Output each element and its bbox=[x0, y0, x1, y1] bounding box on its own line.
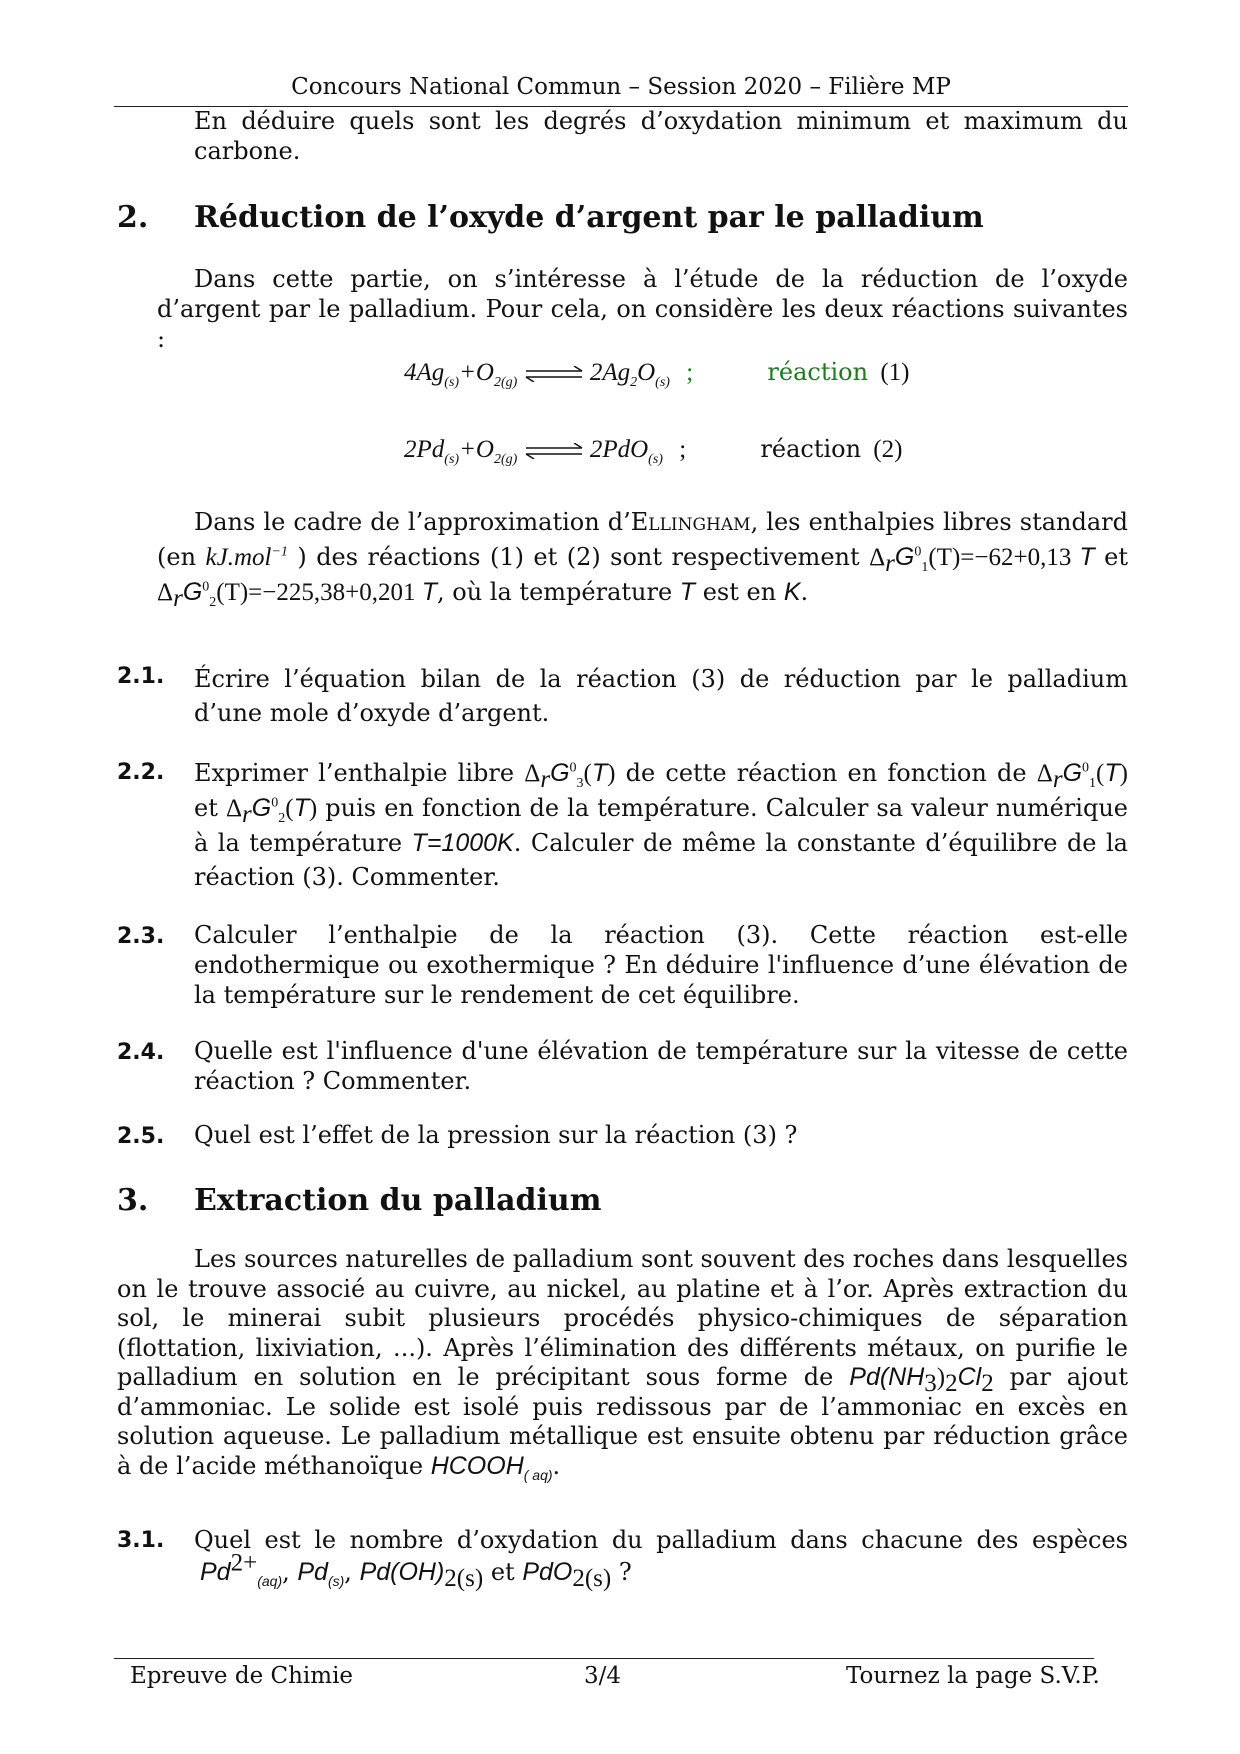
section-2-intro bbox=[157, 264, 1128, 354]
reaction-1-rhs: $2Ag_2O_{(s)}$ bbox=[589, 359, 670, 390]
footer-divider bbox=[114, 1658, 1094, 1659]
reaction-2-label: réaction bbox=[760, 435, 862, 463]
section-title: Extraction du palladium bbox=[194, 1183, 602, 1218]
species-pd-ion: $Pd^{2+}_{(aq)}$ bbox=[200, 1549, 283, 1589]
ellingham-paragraph bbox=[157, 505, 1128, 610]
equilibrium-arrow-icon bbox=[524, 443, 584, 459]
question-number: 2.4. bbox=[117, 1040, 165, 1065]
header-title: Concours National Commun – Session 2020 – Filière MP bbox=[291, 74, 951, 100]
ellingham-text: Dans le cadre de l’approximation d’Ellingham, les enthalpies libres standard (en kJ.mol$^{-1}$ ) des réactions (1) et (2) sont respectivement $\Delta_rG^0_1(T)=-62+0,13$ T et $\Delta_rG^0_2(T)=-225,38+0,201$ T, où la température T est en K. bbox=[157, 508, 1129, 612]
section-2-para1: Dans cette partie, on s’intéresse à l’étude de la réduction de l’oxyde d’argent par le palladium. Pour cela, on considère les deux réactions suivantes : bbox=[157, 265, 1128, 353]
question-number: 2.2. bbox=[117, 760, 165, 785]
question-number: 2.5. bbox=[117, 1124, 165, 1149]
question-2-1 bbox=[194, 662, 1128, 730]
question-number: 3.1. bbox=[117, 1528, 165, 1553]
question-text: Calculer l’enthalpie de la réaction (3). Cette réaction est-elle endothermique ou exothermique ? En déduire l'influence d’une élévation de la température sur le rendement de cet équilibre. bbox=[194, 921, 1128, 1009]
intro-paragraph bbox=[194, 106, 1128, 166]
delta-g1-expression: $\Delta_rG^0_1(T)=-62+0,13$ T bbox=[869, 543, 1095, 577]
delta-g3: $\Delta_rG^0_3(T)$ bbox=[524, 759, 616, 793]
delta-g1: $\Delta_rG^0_1(T)$ bbox=[1036, 759, 1128, 793]
reaction-2 bbox=[404, 435, 903, 467]
question-3-1 bbox=[194, 1524, 1128, 1592]
species-pd-solid: $Pd_{(s)}$ bbox=[297, 1558, 345, 1589]
question-text: Écrire l’équation bilan de la réaction (3) de réduction par le palladium d’une mole d’oxyde d’argent. bbox=[194, 665, 1128, 727]
question-text: Quel est l’effet de la pression sur la réaction (3) ? bbox=[194, 1121, 798, 1149]
delta-g2-expression: $\Delta_rG^0_2(T)=-225,38+0,201$ T bbox=[157, 578, 438, 612]
question-number: 2.1. bbox=[117, 664, 165, 689]
footer-exam-name: Epreuve de Chimie bbox=[130, 1663, 354, 1689]
equilibrium-arrow-icon bbox=[524, 366, 584, 382]
question-text: Quelle est l'influence d'une élévation de température sur la vitesse de cette réaction ? Commenter. bbox=[194, 1037, 1128, 1095]
author-name: Ellingham bbox=[630, 508, 751, 536]
methanoic-acid: $HCOOH_{( aq)}$ bbox=[430, 1451, 553, 1483]
reaction-2-lhs: $2Pd_{(s)}+O_{2(g)}$ bbox=[404, 436, 518, 467]
section-3-text: Les sources naturelles de palladium sont souvent des roches dans lesquelles on le trouve associé au cuivre, au nickel, au platine et à l’or. Après extraction du sol, le minerai subit plusieurs procédés physico-chimiques de séparation (flottation, lixiviation, ...). Après l’élimination des différents métaux, on purifie le palladium en solution en le précipitant sous forme de $Pd(NH_3)_2Cl_2$ par ajout d’ammoniac. Le solide est isolé puis redissous par de l’ammoniac en excès en solution aqueuse. Le palladium métallique est ensuite obtenu par réduction grâce à de l’acide méthanoïque $HCOOH_{( aq)}$. bbox=[117, 1245, 1128, 1483]
section-number: 2. bbox=[117, 200, 149, 235]
delta-g2: $\Delta_rG^0_2(T)$ bbox=[225, 794, 318, 828]
question-2-2 bbox=[194, 756, 1128, 894]
question-2-3 bbox=[194, 920, 1128, 1010]
unit: kJ.mol$^{-1}$ bbox=[205, 544, 288, 571]
question-text: Exprimer l’enthalpie libre $\Delta_rG^0_3(T)$ de cette réaction en fonction de $\Delta_rG^0_1(T)$ et $\Delta_rG^0_2(T)$ puis en fonction de la température. Calculer sa valeur numérique à la température T=1000K. Calculer de même la constante d’équilibre de la réaction (3). Commenter. bbox=[194, 759, 1128, 891]
intro-text: En déduire quels sont les degrés d’oxydation minimum et maximum du carbone. bbox=[194, 107, 1128, 165]
question-2-5 bbox=[194, 1120, 1128, 1150]
reaction-2-rhs: 2PdO$_{(s)}$ bbox=[589, 436, 663, 467]
species-pd-hydroxide: $Pd(OH)_{2(s)}$ bbox=[359, 1558, 484, 1592]
section-title: Réduction de l’oxyde d’argent par le palladium bbox=[194, 200, 984, 235]
reaction-1 bbox=[404, 358, 910, 390]
footer-turn-page: Tournez la page S.V.P. bbox=[846, 1663, 1100, 1689]
footer-page-number: 3/4 bbox=[584, 1663, 622, 1689]
question-2-4 bbox=[194, 1036, 1128, 1096]
reaction-1-number: (1) bbox=[880, 359, 910, 386]
section-2-heading bbox=[117, 200, 984, 235]
temperature-value: T=1000K bbox=[411, 829, 514, 857]
section-number: 3. bbox=[117, 1183, 149, 1218]
section-3-paragraph bbox=[117, 1245, 1128, 1481]
reaction-1-separator: ; bbox=[686, 359, 694, 386]
reaction-1-lhs: $4Ag_{(s)}+O_{2(g)}$ bbox=[404, 359, 518, 390]
section-3-heading bbox=[117, 1183, 601, 1218]
species-pd-oxide: PdO$_{2(s)}$ bbox=[522, 1558, 612, 1592]
question-text: Quel est le nombre d’oxydation du palladium dans chacune des espèces $Pd^{2+}_{(aq)}$, $Pd_{(s)}$, $Pd(OH)_{2(s)}$ et PdO$_{2(s)}$ ? bbox=[194, 1526, 1128, 1592]
reaction-1-label: réaction bbox=[767, 358, 869, 386]
reaction-2-separator: ; bbox=[679, 436, 687, 463]
question-number: 2.3. bbox=[117, 924, 165, 949]
reaction-2-number: (2) bbox=[873, 436, 903, 463]
palladium-complex: $Pd(NH_3)_2Cl_2$ bbox=[849, 1363, 994, 1397]
